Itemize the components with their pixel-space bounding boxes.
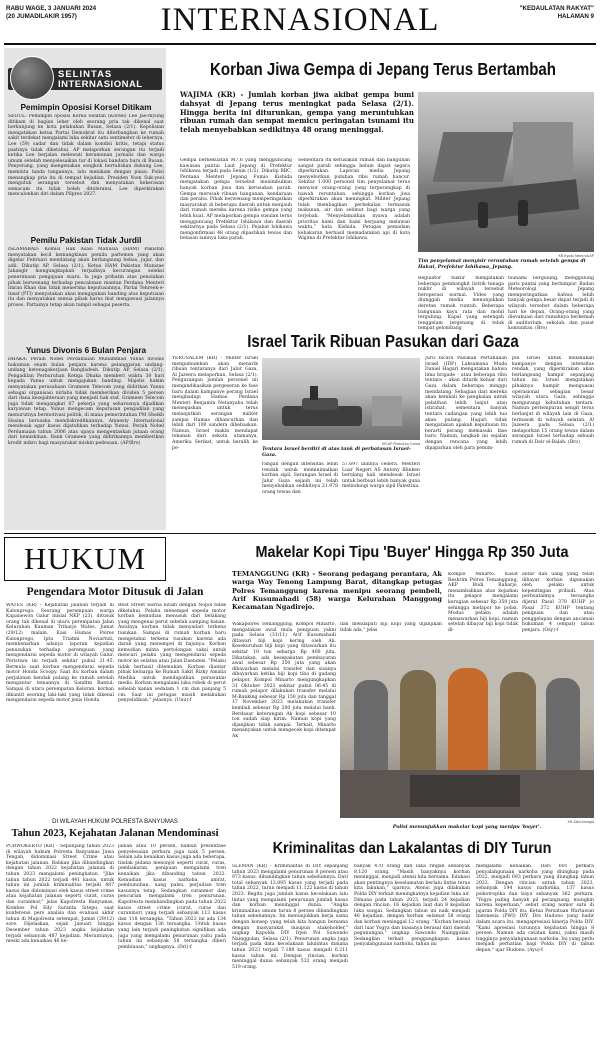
gempa-col-4: tsunami bergulung, menggulung garis pantai yang berlumpur. Badan Meteorologi Jepang memperingatkan bahwa lebih banyak gempa besar dapat terjadi di wilayah tersebut dalam beberapa hari ke depan. Orang-orang yang dievakuasi dari rumahnya berkemah di auditorium, sekolah, dan pusat komunitas. (Bro) [508,276,594,332]
banyumas-kicker: DI WILAYAH HUKUM POLRESTA BANYUMAS [52,819,178,825]
gaza-col-4: Juru bicara Pasukan Pertahanan Israel (IDF) Laksamana Muda Daniel Hagari mengatakan bahwa lima brigade - atau beberapa ribu tentara - akan ditarik keluar dari Gaza dalam beberapa minggu mendatang. Sebagian dari mereka akan kembali ke pangkalan untuk pelatihan lebih lanjut atau istirahat, sementara banyak tentara cadangan yang lebih tua akan pulang. Hagari tidak mengatakan apakah keputusan itu berarti perang memasuki fase baru. Namun, langkah ini sejalan dengan rencana yang lebih dipaparkan oleh para pemim- [425,356,507,451]
kopi-headline: Makelar Kopi Tipu 'Buyer' Hingga Rp 350 Juta [255,544,569,561]
selintas-headline-yunus: Yunus Divonis 6 Bulan Penjara [25,346,147,355]
selintas-headline-pakistan: Pemilu Pakistan Tidak Jurdil [30,236,142,245]
kopi-photo-caption: Polisi menunjukkan makelar kopi yang menipu 'buyer'. [392,824,542,830]
gempa-col-1: Gempa berkekuatan M7,6 yang mengguncang kawasan pantai Laut Jepang di Prefektur Ishikawa terjadi pada Senin (1/2). Dikutip BBC, Perdana Menteri Jepang Fumio Kishida mengatakan gempa tersebut menimbulkan banyak korban jiwa dan kerusakan parah. Gempa merusak ribuan bangunan, kendaraan dan perahu. Pihak berwenang memperingatkan masyarakat di beberapa daerah untuk menjauh dari rumah mereka karena risiko gempa yang lebih kuat. AP melaporkan gempa susulan terus mengguncang Prefektur Ishikawa dan daerah sekitarnya pada Selasa (2/1). Pejabat Ishikawa mengonfirmasi 48 orang dipastikan tewas dan belasan lainnya luka parah. [180,158,292,242]
globe-icon [10,56,54,100]
motor-col-2: Beat Street warna hitam dengan Nopol tidak diketahui. Pelaku menempel sepeda motor korban kemudian menusuk dari belakang yang mengenai perut sebelah samping kanan. Awalnya korban tidak menyadari terkena tusukan. Sampai di rumah korban baru mengetahui terkena tusukan karena ada darah yang menempel di bajunya. Korban kemudian minta pertolongan saksi untuk mencari pelaku yang mengendarai sepeda motor ke selatan atau Jalan Daendels. "Pelaku tidak berhasil ditemukan. Korban diantar pihak keluarga ke Rumah Sakit Rizky Amalia Medika untuk mendapatkan perawatan medis. Korban mengalami luka robek di perut sebelah kanan sedalam 1 cm dan panjang 5 cm. Saat ini petugas masih melakukan penyelidikan," jelasnya. (Unu)-f [118,603,226,704]
paper-name: "KEDAULATAN RAKYAT" [519,5,594,12]
selintas-body-pakistan: ISLAMABAD: Komisi Hak Asasi Manusia (HAM) Pakistan menyatakan kecil kemungkinan pemilu parlemen yang akan digelar Februari mendatang akan berlangsung bebas, jujur, dan adil. Dikutip AP, Selasa (2/1), Ketua HAM Pakistan Munizae Jahangir mengungkapkan terjadinya kecurangan seleksi penerimaan pengajuan suara. Ia juga prihatin atas penolakan pihak berwenang terhadap pencalonan mantan Perdana Menteri Imran Khan dan tidak menerima keputusannya. Partai Tehreek-e-Insaf (PTI) menyatakan akan mengajukan banding atas keputusan itu dan menyatakan semua pihak harus ikut mengawasi jalannya proses. Partainya tetap akan tampil sebagai peserta. [8,247,164,308]
gempa-photo [418,92,594,252]
gaza-col-1: YERUSALEM (KR) - Militer Israel mengumumkan akan menarik ribuan tentaranya dari Jalur Gaza, Al Jazeera melaporkan, Selasa (2/1). Pengurangan jumlah personel ini mengindikasikan pergeseran ke fase baru dalam kampanye perang Israel menghadapi Hamas. Perdana Menteri Benjamin Netanyahu telah menegaskan untuk terus melanjutkan serangan militer sampai Hamas dihancurkan dan lebih dari 100 sandera dibebaskan. Namun, Israel makin mendapat tekanan dari sekutu utamanya, Amerika Serikat, untuk beralih ke pe- [172,356,258,451]
selintas-body-yunus: DHAKA: Peraih Nobel Perdamaian Muhammad Yunus divonis hukuman enam bulan penjara karena pelanggaran undang-undang ketenagakerjaan Bangladesh. Dikutip AP, Selasa (2/1), Pengadilan Perburuhan Ketiga Dhaka memberi waktu 30 hari kepada Yunus untuk mengajukan banding. Majelis hakim menyatakan perusahaan Grameen Telecom yang didirikan Yunus sebagai organisasi nirlaba tidak memberikan dividen 5 persen dari dana kesejahteraan yang menjadi hak staf. Grameen Telecom juga tidak mengangkat 67 pekerja yang seharusnya dijadikan karyawan tetap. Yunus mengecam keputusan pengadilan yang menurutnya bermotivasi politik, di mana pemerintahan PM Sheikh Hasina berusaha mendiskreditkannya. Amnesty International mendesak agar kasus dijatuhkan terhadap Yunus. Peraih Nobel Perdamaian tahun 2006 atas upaya mengentaskan jutaan orang dari kemiskinan. Bank Grameen yang didirikannya memberikan kredit mikro bagi masyarakat miskin pedesaan. (AP/Bro) [8,357,164,446]
masthead-date [6,5,96,21]
diy-col-1: SLEMAN (KR) - Kriminalitas di DIY sepanjang tahun 2023 mengalami penurunan 8 persen atau 973 kasus, dibandingkan tahun sebelumnya. Dari total sebanyak 12.095 kasus yang terjadi pada tahun 2022, turun menjadi 11.122 kasus di tahun 2023. Begitu juga jumlah kasus kecelakaan lalu lintas yang mengalami penurunan jumlah kasus dan korban meninggal dunia. "Angka kriminalitas umum turun 8 persen dibandingkan tahun sebelumnya. Ini menunjukkan kerja sama dengan konsep yang telah kita bangun bersama dengan masyarakat maupun stakeholder," ungkap Kapolda DIY Irjen Pol Suwondo Nainggolan, Selasa (2/1). Penurunan angka juga terjadi pada data kecelakaan lalulintas dimana tahun 2023 terjadi 7.188 kasus menjadi 6.211 kasus tahun ini. Dengan rincian, korban meninggal dunia sebanyak 532 orang menjadi 519 orang. [232,864,348,970]
selintas-banner-title-2: INTERNASIONAL [58,79,143,90]
section-title: INTERNASIONAL [160,2,440,38]
date-line-1: RABU WAGE, 3 JANUARI 2024 [6,5,97,12]
gempa-headline: Korban Jiwa Gempa di Jepang Terus Bertambah [210,59,556,79]
kopi-lead: TEMANGGUNG (KR) - Seorang pedagang perantara, Ak warga Way Tenong Lampung Barat, ditangkap petugas Polres Temanggung karena menipu seorang pembeli, Arif Kusumahadi (58) warga Kelurahan Manggong Kecamatan Ngadirejo. [232,570,442,612]
diy-col-2: banyak 470 orang dan luka ringan sebanyak 8.120 orang. "Masih banyaknya korban meninggal, menjadi atensi kita bersama. Edukasi akan pentingnya keselamatan berlalu lintas terus kita lakukan," ujarnya. Atensi juga dilakukan Polda DIY terkait meningkatnya kejadian luka air. Dimana pada tahun 2023, terjadi 24 kejadian dengan rincian, 16 kejadian laut dan 8 kejadian luka sungai. Sedangkan tahun ini naik menjadi 46 kejadian, dengan korban selamat 58 orang dan korban meninggal 12 orang. "Korban berasal dari luar Yogya dan biasanya berasal dari daerah pegunungan," ungkap Suwondo Nainggolan. Sedangkan terkait penggungkapan kasus penyalahgunaan narkoba, tahun ini [354,864,470,948]
gaza-photo-caption: Tentara Israel berdiri di atas tank di perbatasan Israel-Gaza. [262,446,411,458]
section-divider [4,533,596,534]
kopi-col-3: Kompol Minarto. Kasat Reskrim Polres Temanggung, AKP Budi Raharjo, menambahkan atas kejadian itu pelapor mengalami kerugian sebesar Rp 350 juta sehingga melapor ke polisi. Modus pelaku adalah menawarkan biji kopi, namun setelah dibayar biji kopi tidak di- [448,572,518,633]
gaza-photo [262,358,420,440]
gempa-photo-caption: Tim penyelamat menyisir reruntuhan rumah setelah gempa di Hakui, Prefektur Ishikawa, Jepang. [418,258,586,270]
selintas-headline-korsel: Pemimpin Oposisi Korsel Ditikam [20,103,152,112]
date-line-2: (20 JUMADILAKIR 1957) [6,13,77,20]
page-number: HALAMAN 9 [557,13,594,20]
diy-col-3: mengalami kenaikan. Dari 601 perkara penyalahgunaan narkoba yang diungkap pada 2022, menjadi 693 perkara yang diungkap tahun 2023. Dengan rincian untuk tahun 2023, sebanyak 194 kasus narkotika, 137 kasus psikotropika dan bayu sebanyak 362 perkara. "Yogya paling banyak pil perangsang, mungkin karena keperluan," sebut orang nomor satu di jajaran Polda DIY itu. Ketua Persatuan Wartawan Indonesia (PWI) DIY, Drs Hudono yang hadir dalam acara itu, mengapresiasi kinerja Polda DIY. "Kami apresiasi turunnya kejahatan hingga 8 persen. Namun ada catatan kami, yakni masih tingginya penyalahgunaan narkoba. Ini yang perlu menjadi perhatian bagi Polda DIY di tahun depan," ujar Hudono. (Ayu)-f [476,864,594,953]
masthead-right [520,5,594,21]
banyumas-col-1: PURWOKERTO (KR) - Sepanjang tahun 2023 di wilayah hukum Polresta Banyumas Jawa Tengah, didominasi Street Crime atau kejahatan jalanan. Bahkan jika dibandingkan dengan tahun 2022 kejahatan jalanan di tahun 2023 mengalami peningkatan. "Jika tahun tahun 2022 terjadi 441 kasus, untuk tahun ini jumlah kriminalitas terjadi 487 kasus dan didominasi oleh kasus street crime atau kejahatan jalanan seperti curat, curas dan curanmor," jelas Kapolresta Banyumas, Kombes Pol Edy Suranta Sitepu, saat konferensi pers analisa dan evaluasi akhir tahun di Mapolresta setempat, Jumat (29/12) sore. Dijelaskan, sejak Januari hingga Desember tahun 2023 angka kejahatan terjadi sebanyak 487 kejadian. Meruntunya, meski ada kenaikan 46 ke- [6,844,114,945]
banyumas-headline: Tahun 2023, Kejahatan Jalanan Mendominasi [11,828,219,839]
gaza-col-3: 57.697 lainnya cedera. Menteri Luar Negeri AS Antony Blinken berulang kali mendesak Israel untuk berbuat lebih banyak guna melindungi warga sipil Palestina. [342,462,420,490]
gaza-headline: Israel Tarik Ribuan Pasukan dari Gaza [247,331,519,351]
diy-headline: Kriminalitas dan Lakalantas di DIY Turun [272,840,552,857]
kopi-photo [340,640,594,818]
masthead-rule [4,43,596,45]
motor-col-1: WATES (KR) - Kejahatan jalanan terjadi di Kulonprogo. Seorang perempuan warga Kapanewon Galur inisial NKP (23), ditusuk orang tak dikenal di utara perempatan Jalan Kelurahan Kuuman Triharjo Wates, Jumat (29/12) malam. Kasi Humas Polres Kulonprogo, Iptu Triatmi Noviartuti, membenarkan adanya laporan kejadian penusukan terhadap perempuan yang mengendarai sepeda motor di wilayah Galur. Peristiwa ini terjadi sekitar pukul 21.45. Bermula saat korban mengendarai sepeda motor Honda Scoopy. Saat itu korban dalam perjalanan hendak pulang ke rumah setelah mengantar temannya di Sandtm Bantul. Sampai di utara perempatan Keloran, korban dikuntit seorang laki-laki yang tidak dikenal mengendarai sepeda motor jenis Honda [6,603,114,704]
banyumas-col-2: jadian atau 10 persen, namun presentase penyelesaian perkara juga naik 5 persen. Selain ada kenaikan kasus juga ada beberapa, tindak pidana menonjol seperti curat, curas, pembakaran, penipuan mengalami tren kenaikan jika dibanding tahun 2022. Kemudian kasus narkoba, anirat, pembunuhan, uang palsu, perjudian tren kasusnya tetap. Sedangkan curanmor dan pencurian mengalami tren penurunan. Kapolresta membandingkan pada tahun 2022 kasus street crime (curat, curas dan curanmor) yang terjadi sebanyak 113 kasus dan 118 tersangka. "Tahun 2023 ini ada 134 kasus dengan 136 tersangka. Untuk kasus yang lain terjadi peningkatan signifikan ada juga yang mengalami penurunan yaitu pada tahun ini sebanyak 58 tersangka diberi pembinaan," ungkapnya. (Dri)-f [118,844,226,950]
selintas-body-korsel: SEOUL: Pemimpin oposisi Korea Selatan (Korsel) Lee Jae-myung ditikam di bagian leher oleh seorang pria tak dikenal saat berkunjung ke kota pelabuhan Busan, Selasa (2/1). Kepolisian mengatakan ketua Partai Demokrat itu diterbangkan ke rumah sakit terdekat mengalami luka sekitar satu sentimeter di lehernya. Lee (59) sadar dan tidak dalam kondisi kritis, tetapi status pastinya tidak diketahui. AP melaporkan serangan itu terjadi ketika Lee berjalan melewati kerumunan jurnalis dan warga umum setelah menyelesaikan tur di lokasi bandara baru di Busan. Penyerang, yang mengenakan songkok bertuliskan dukung Lee, meminta tanda tangannya, lalu menikam dengan pisau. Polisi menangkap pria itu di tempat kejadian. Presiden Yoon Suk-yeol mengutuk serangan tersebut dan menyatakan kekerasan semacam itu tidak boleh ditoleransi. Lee diperkirakan mencalonkan diri dalam Pilpres 2027. [8,114,164,198]
kopi-photo-credit: KR-Zaini Arrosyid [567,820,594,824]
motor-headline: Pengendara Motor Ditusuk di Jalan [26,586,204,598]
kopi-col-4: antar dan uang yang telah dibayar korban digunakan oleh pelaku untuk kepentingan pribadi. Atas perbuatannya tersangka dijerat Pasal 378 KUHP jo Pasal 372 KUHP tentang penipuan dan atau penggelapan dengan ancaman hukuman 4 (empat) tahun penjara. (Osy)-f [522,572,594,633]
hukum-section-title: HUKUM [23,541,147,576]
kopi-col-1: Wakapolres Temanggung, Kompol Minarto, mengatakan awal mula penipuan yakni pada Selasa (31/11) Arif Kusumahadi ditawari biji kopi kering oleh Ak. Kesekuruhan biji kopi yang ditawarkan itu sekitar 10 ton seharga Rp 400 juta. Dikatakan, ada kesepakatan pembayaran awal sebesar Rp 350 juta yang akan dibayarkan melalui transfer dan sisanya dibayarkan ketika biji kopi tiba di gudang pelapor. Kompol Minarto mengungkapkan 31 Oktober 2023 sekitar pukul 06.45 di rumah pelapor dilakukan transfer melalui M-Banking sebesar Rp 150 juta dan tanggal 17 November 2023 melakukan transfer kembali sebesar Rp 200 juta melalui bank. Berdasar keterangan Ak kopi sebesar 10 ton sudah siap kirim. Namun kopi yang dijanjikan tidak sampai. Terkait, Minarto menanyakan untuk mengecek kopi ditempat Ak [232,622,336,739]
gempa-lead: WAJIMA (KR) - Jumlah korban jiwa akibat gempa bumi dahsyat di Jepang terus meningkat pada Selasa (2/1). Hingga berita ini diturunkan, gempa yang meruntuhkan ribuan rumah dan sempat memicu peringatan tsunami itu telah menyebabkan sedikitnya 48 orang meninggal. [180,91,414,135]
gempa-col-3: Regulator nuklir mengatakan beberapa pembangkit listrik tenaga nuklir di wilayah tersebut beroperasi normal. Video yang diunggah media menunjukkan deretan rumah runtuh. Beberapa bangunan kayu rata dan mobil tergulung. Kapal yang setengah tenggelam tergenang di teluk tempat gelombang [418,276,504,332]
kopi-col-2: dan mendapati biji kopi yang dijanjikan tidak ada," jelas [340,622,442,633]
gaza-col-2: rangan dengan intensitas lebih rendah untuk meminimalkan korban sipil. Serangan Israel di Jalur Gaza sejauh ini telah menyebabkan sedikitnya 21.978 orang tewas dan [262,462,338,495]
selintas-banner-title-1: SELINTAS [58,69,113,80]
gempa-photo-credit: KR-Kyodo News via AP [558,254,594,258]
gaza-photo-credit: KR-AP Photo/Leo Correa [381,442,420,446]
gempa-col-2: Sementara itu kerusakan rumah dan bangunan sangat parah sehingga belum dapat segera diperkirakan. Laporan media Jepang menyebutkan puluhan ribu rumah hancur. Sekitar 1.000 personel tim penyelamat terus menyisir orang-orang yang terperangkap di bawah reruntuhan, sehingga korban jiwa diperkirakan akan meningkat. Militer Jepang telah membagikan perbekalan termasuk makanan, air dan selimut bagi warga yang terjebak. "Menyelamatkan nyawa adalah prioritas kami dan kami berjuang melawan waktu," kata Kishida. Petugas pemadam kebakaran berhasil memadamkan api di kota Wajima di Prefektur Ishikawa. [298,158,410,242]
gaza-col-5: pin Israel untuk melakukan kampanye dengan intensitas rendah, yang diperkirakan akan berlangsung hampir sepanjang tahun ini. Israel mengatakan pihaknya hampir menguasai operasional sebagian besar wilayah utara Gaza, sehingga mengurangi kebutuhan tentara. Namun pertempuran sengit terus berlanjut di wilayah lain di Gaza, termasuk di wilayah selatan. Al Jazeera pada Selasa (2/1) melaporkan 15 orang tewas dalam serangan Israel terhadap sebuah rumah di Deir el-Balah. (Bro) [512,356,594,445]
